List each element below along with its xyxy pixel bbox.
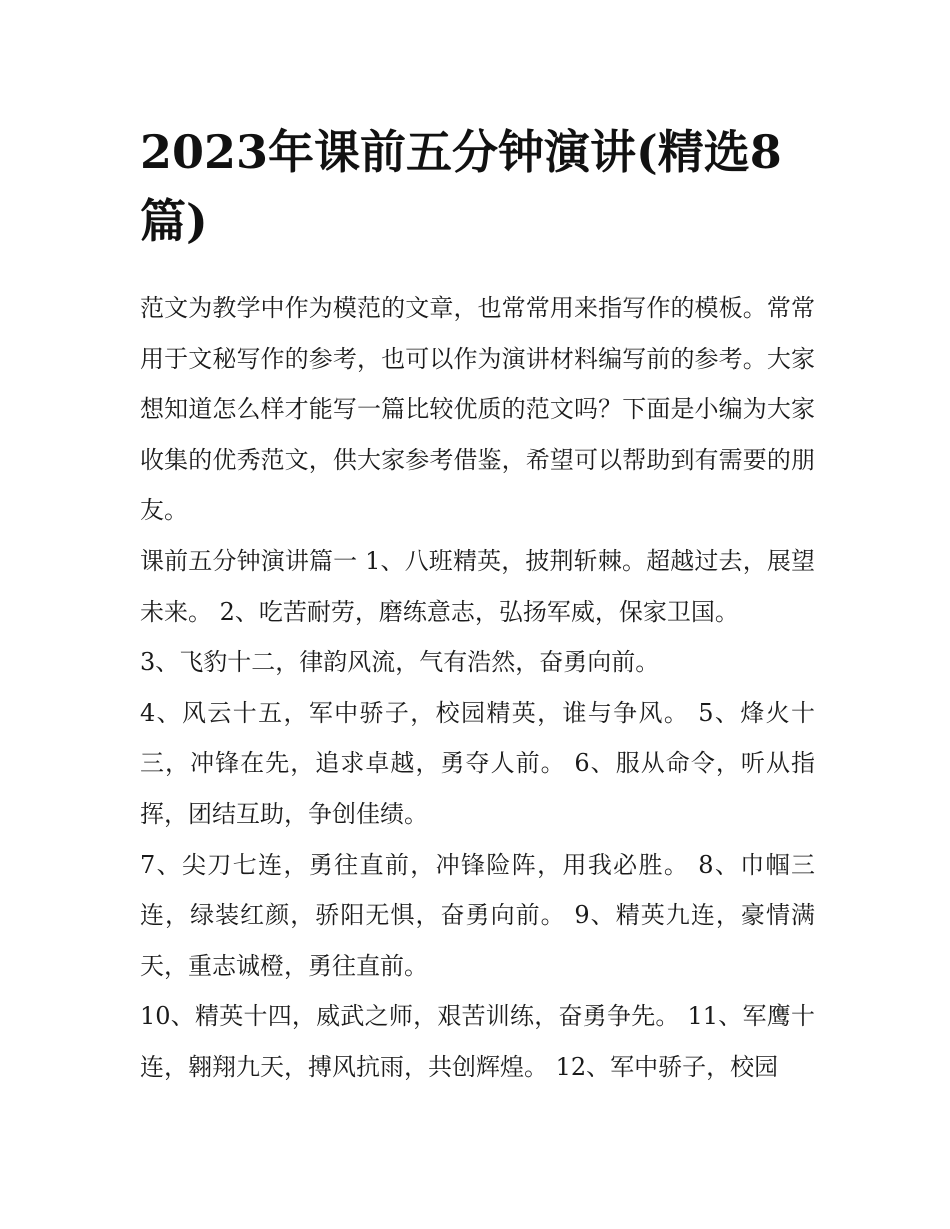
paragraph-slogans-7-9: 7、尖刀七连，勇往直前，冲锋险阵，用我必胜。 8、巾帼三连，绿装红颜，骄阳无惧，奋勇向前。 9、精英九连，豪情满天，重志诚橙，勇往直前。 [140,850,815,980]
paragraph-slogans-10-12: 10、精英十四，威武之师，艰苦训练，奋勇争先。 11、军鹰十连，翱翔九天，搏风抗雨，共创辉煌。 12、军中骄子，校园 [140,1002,815,1081]
document-title: 2023年课前五分钟演讲(精选8篇) [140,125,782,248]
document-body [140,283,815,1093]
paragraph-slogan-3: 3、飞豹十二，律韵风流，气有浩然，奋勇向前。 [140,648,660,677]
paragraph-speech-1: 课前五分钟演讲篇一 1、八班精英，披荆斩棘。超越过去，展望未来。 2、吃苦耐劳，磨练意志，弘扬军威，保家卫国。 [140,546,815,626]
paragraph-slogans-4-6: 4、风云十五，军中骄子，校园精英，谁与争风。 5、烽火十三，冲锋在先，追求卓越，勇夺人前。 6、服从命令，听从指挥，团结互助，争创佳绩。 [140,698,815,828]
paragraph-intro: 范文为教学中作为模范的文章，也常常用来指写作的模板。常常用于文秘写作的参考，也可以作为演讲材料编写前的参考。大家想知道怎么样才能写一篇比较优质的范文吗？下面是小编为大家收集的优秀范文，供大家参考借鉴，希望可以帮助到有需要的朋友。 [140,294,815,525]
